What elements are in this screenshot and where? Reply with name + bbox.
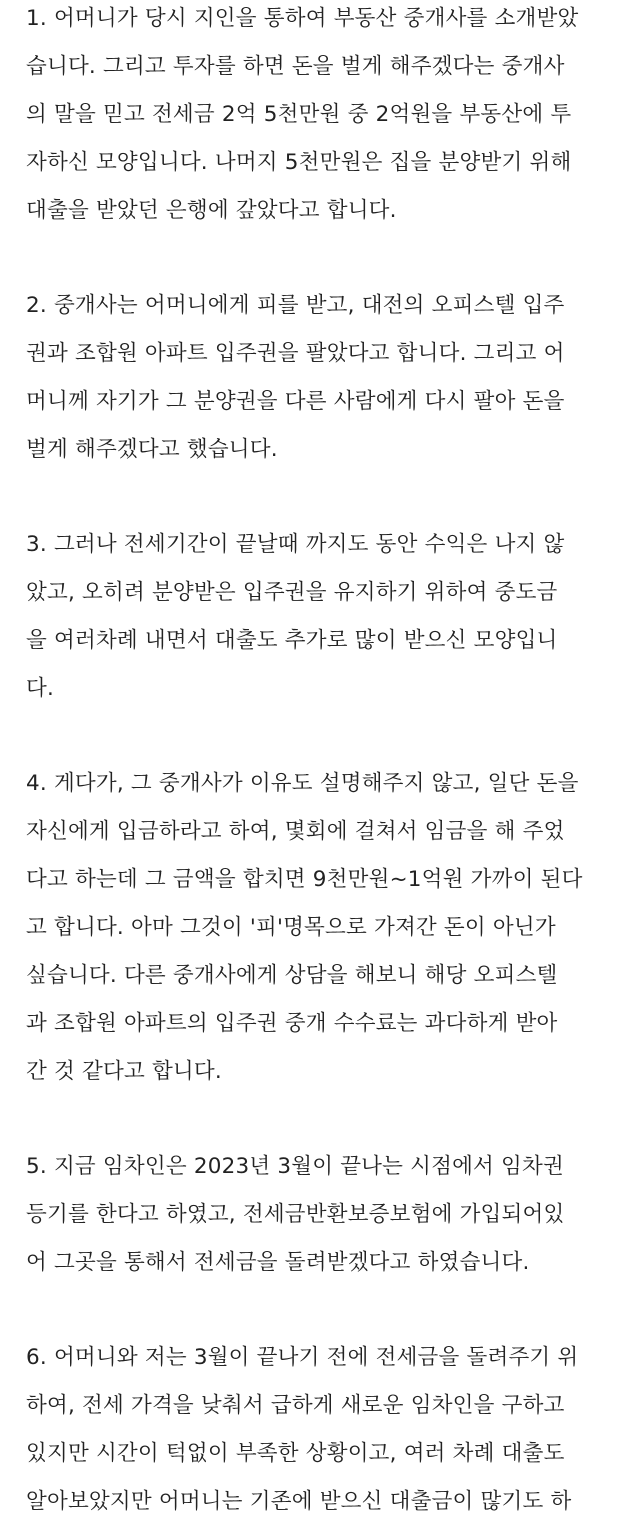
text-line: 고 합니다. 아마 그것이 '피'명목으로 가져간 돈이 아닌가 xyxy=(26,915,556,940)
text-line: 과 조합원 아파트의 입주권 중개 수수료는 과다하게 받아 xyxy=(26,1011,558,1036)
text-line: 았고, 오히려 분양받은 입주권을 유지하기 위하여 중도금 xyxy=(26,580,558,605)
text-line: 의 말을 믿고 전세금 2억 5천만원 중 2억원을 부동산에 투 xyxy=(26,102,572,127)
text-line: 하여, 전세 가격을 낮춰서 급하게 새로운 임차인을 구하고 xyxy=(26,1393,565,1418)
text-line: 자하신 모양입니다. 나머지 5천만원은 집을 분양받기 위해 xyxy=(26,150,572,175)
text-line: 3. 그러나 전세기간이 끝날때 까지도 동안 수익은 나지 않 xyxy=(26,532,565,557)
text-line: 알아보았지만 어머니는 기존에 받으신 대출금이 많기도 하 xyxy=(26,1489,572,1514)
text-line: 2. 중개사는 어머니에게 피를 받고, 대전의 오피스텔 입주 xyxy=(26,293,565,318)
text-line: 어 그곳을 통해서 전세금을 돌려받겠다고 하였습니다. xyxy=(26,1250,530,1275)
text-line: 대출을 받았던 은행에 갚았다고 합니다. xyxy=(26,198,397,223)
text-line: 있지만 시간이 턱없이 부족한 상황이고, 여러 차례 대출도 xyxy=(26,1441,565,1466)
text-line: 을 여러차례 내면서 대출도 추가로 많이 받으신 모양입니 xyxy=(26,628,558,653)
text-line: 4. 게다가, 그 중개사가 이유도 설명해주지 않고, 일단 돈을 xyxy=(26,771,579,796)
text-line: 벌게 해주겠다고 했습니다. xyxy=(26,437,278,462)
text-line: 싶습니다. 다른 중개사에게 상담을 해보니 해당 오피스텔 xyxy=(26,963,558,988)
text-line: 간 것 같다고 합니다. xyxy=(26,1059,222,1084)
text-line: 다. xyxy=(26,676,55,701)
text-line: 머니께 자기가 그 분양권을 다른 사람에게 다시 팔아 돈을 xyxy=(26,389,565,414)
text-line: 5. 지금 임차인은 2023년 3월이 끝나는 시점에서 임차권 xyxy=(26,1154,564,1179)
text-line: 다고 하는데 그 금액을 합치면 9천만원~1억원 가까이 된다 xyxy=(26,867,583,892)
text-line: 습니다. 그리고 투자를 하면 돈을 벌게 해주겠다는 중개사 xyxy=(26,54,565,79)
text-line: 6. 어머니와 저는 3월이 끝나기 전에 전세금을 돌려주기 위 xyxy=(26,1345,579,1370)
text-line: 1. 어머니가 당시 지인을 통하여 부동산 중개사를 소개받았 xyxy=(26,6,579,31)
text-line: 등기를 한다고 하였고, 전세금반환보증보험에 가입되어있 xyxy=(26,1202,565,1227)
text-line: 권과 조합원 아파트 입주권을 팔았다고 합니다. 그리고 어 xyxy=(26,341,565,366)
text-line: 자신에게 입금하라고 하여, 몇회에 걸쳐서 임금을 해 주었 xyxy=(26,819,565,844)
